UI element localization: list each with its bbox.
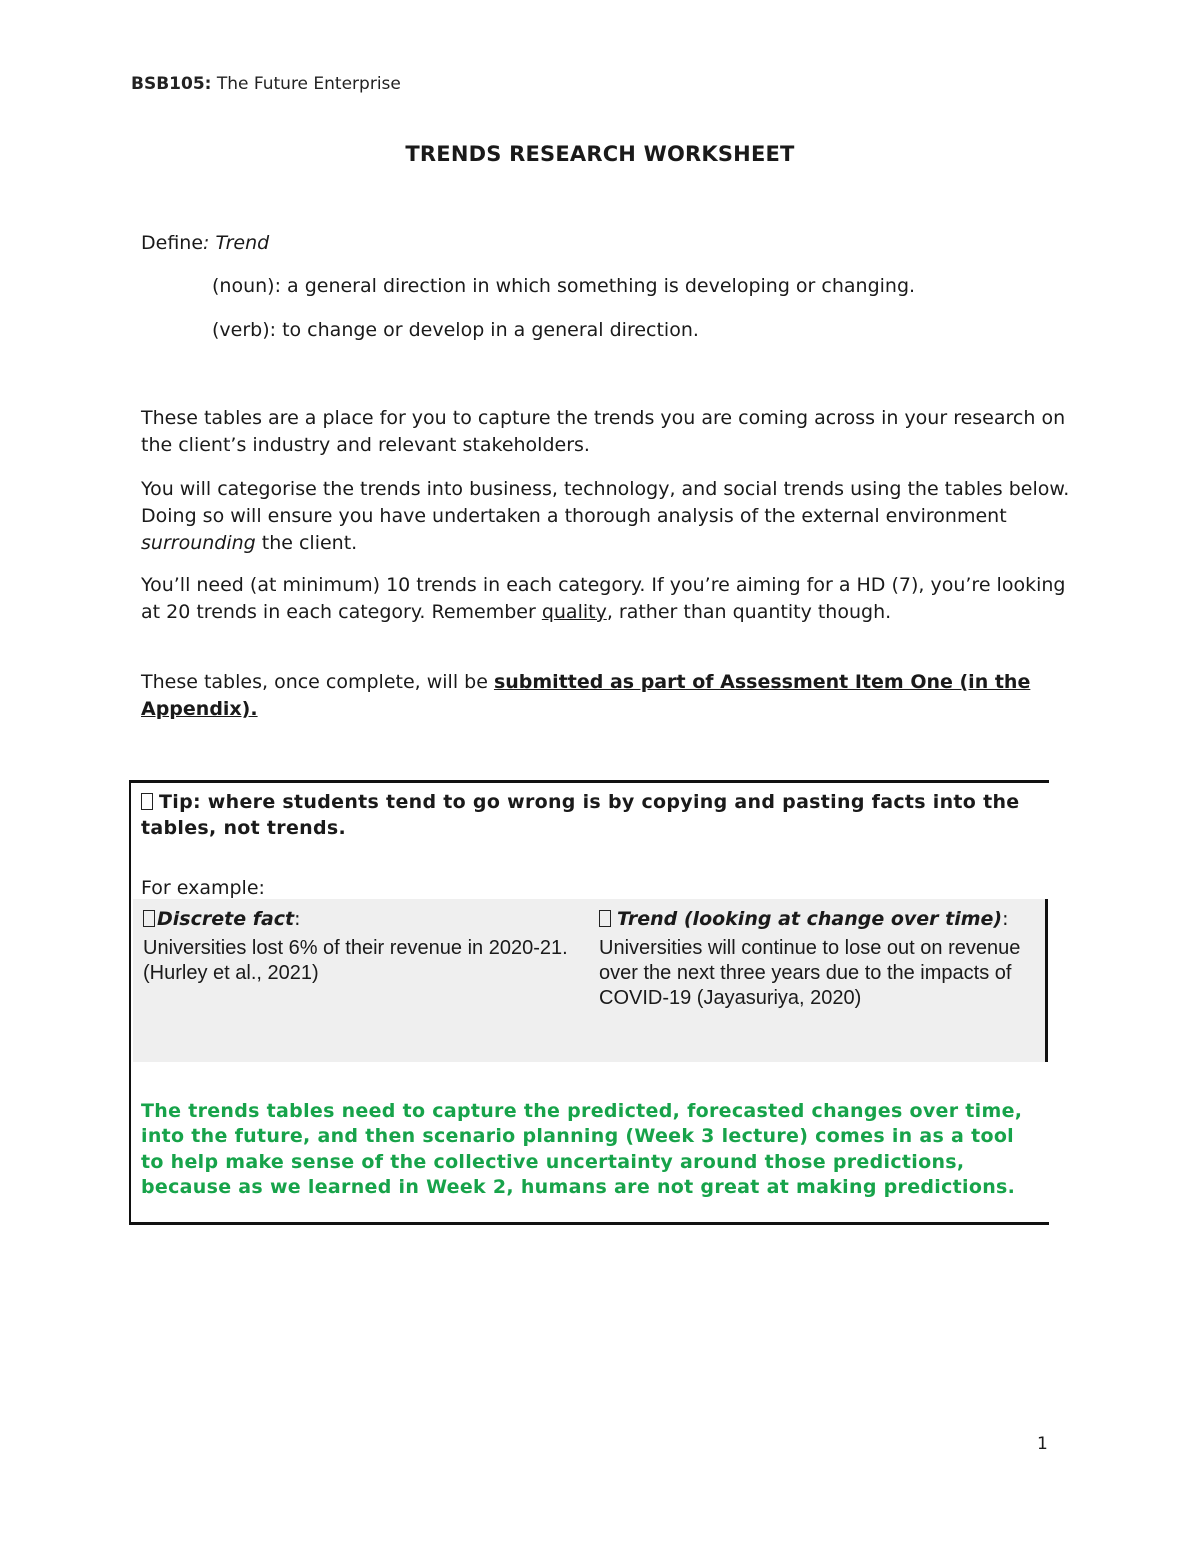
trend-body: Universities will continue to lose out on revenue over the next three years due to the impacts of COVID-19 (Jayasuriya, 2020) — [599, 937, 1021, 1009]
tip-title-text: Tip: where students tend to go wrong is by copying and pasting facts into the tables, not trends. — [141, 791, 1020, 839]
define-label: Define — [141, 232, 204, 254]
page-header — [131, 74, 401, 94]
trend-heading-text: Trend (looking at change over time) — [617, 908, 1003, 930]
define-term: Trend — [209, 232, 270, 254]
define-colon: : — [203, 232, 210, 254]
fact-cell — [143, 907, 583, 986]
tip-title — [141, 789, 1041, 841]
definition-verb: (verb): to change or develop in a general direction. — [212, 319, 699, 341]
surrounding-emphasis: surrounding — [141, 532, 256, 554]
quality-emphasis: quality — [541, 601, 607, 623]
trend-cell — [599, 907, 1039, 1011]
for-example-label: For example: — [141, 877, 265, 899]
fact-heading-colon: : — [294, 908, 301, 930]
page-number: 1 — [1037, 1434, 1048, 1454]
trend-heading — [599, 907, 1039, 932]
fact-heading-text: Discrete fact — [157, 908, 295, 930]
intro-paragraph: These tables are a place for you to capture the trends you are coming across in your research on the client’s industry and relevant stakeholders. — [141, 407, 1066, 456]
example-table — [133, 899, 1048, 1062]
fact-body: Universities lost 6% of their revenue in 2020-21. (Hurley et al., 2021) — [143, 937, 568, 984]
page-title: TRENDS RESEARCH WORKSHEET — [405, 142, 795, 166]
definition-noun: (noun): a general direction in which something is developing or changing. — [212, 275, 916, 297]
minimum-text: You’ll need (at minimum) 10 trends in each category. If you’re aiming for a HD (7), you’re looking at 20 trends in each category. Remember — [141, 574, 1066, 623]
minimum-paragraph — [141, 572, 1071, 626]
minimum-text-end: , rather than quantity though. — [606, 601, 892, 623]
categorise-text: You will categorise the trends into business, technology, and social trends using the tables below. Doing so will ensure you have undertaken a thorough analysis of the external environment — [141, 478, 1070, 527]
submission-text: These tables, once complete, will be — [141, 671, 494, 693]
categorise-paragraph — [141, 476, 1071, 557]
submission-paragraph — [141, 669, 1071, 723]
course-name: The Future Enterprise — [211, 74, 401, 94]
submission-emphasis: submitted as part of Assessment Item One (in the Appendix). — [141, 671, 1031, 720]
example-table-border — [1045, 899, 1048, 1062]
tip-icon — [141, 793, 153, 810]
fact-heading — [143, 907, 583, 932]
course-code: BSB105: — [131, 74, 212, 94]
green-note: The trends tables need to capture the predicted, forecasted changes over time, into the future, and then scenario planning (Week 3 lecture) comes in as a tool to help make sense of the collective uncertainty around those predictions, because as we learned in Week 2, humans are not great at making predictions. — [141, 1100, 1023, 1198]
categorise-text-end: the client. — [255, 532, 358, 554]
define-line — [141, 232, 269, 254]
trend-heading-colon: : — [1002, 908, 1009, 930]
fact-icon — [143, 910, 155, 927]
trend-icon — [599, 910, 611, 927]
